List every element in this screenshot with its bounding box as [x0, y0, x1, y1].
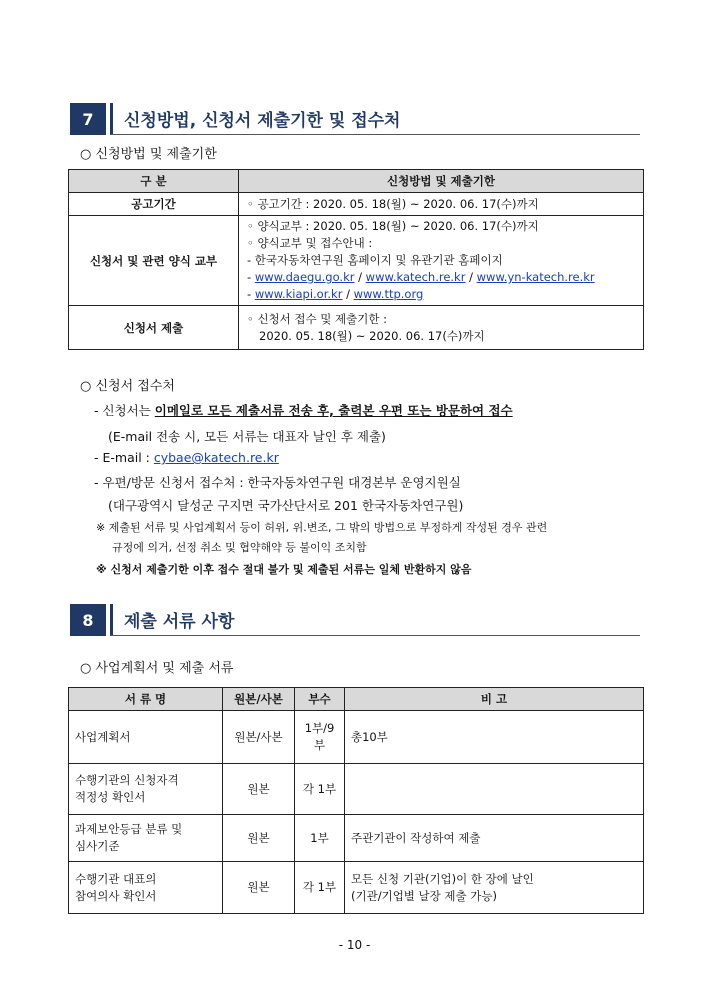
table-row	[69, 815, 644, 862]
application-method-table	[68, 169, 644, 350]
doc-name: 과제보안등급 분류 및 심사기준	[69, 815, 223, 862]
header-note: 비 고	[345, 688, 644, 711]
table-row	[69, 764, 644, 815]
header-count: 부수	[295, 688, 345, 711]
section-8-title: 제출 서류 사항	[124, 612, 235, 632]
doc-count: 1부/9부	[295, 711, 345, 764]
section-8-number: 8	[70, 604, 106, 636]
documents-table	[68, 687, 644, 914]
table-row	[69, 193, 644, 216]
table-row	[69, 216, 644, 306]
row-content: ◦ 공고기간 : 2020. 05. 18(월) ~ 2020. 06. 17(수)까지	[239, 193, 644, 216]
link-daegu[interactable]: www.daegu.go.kr	[254, 270, 355, 284]
row-content	[239, 216, 644, 306]
section-7-header	[70, 103, 640, 135]
doc-note: 주관기관이 작성하여 제출	[345, 815, 644, 862]
table-row	[69, 711, 644, 764]
row-label: 신청서 제출	[69, 306, 239, 350]
link-yn-katech[interactable]: www.yn-katech.re.kr	[476, 270, 595, 284]
bullet-address: - 우편/방문 신청서 접수처 : 한국자동차연구원 대경본부 운영지원실	[94, 475, 461, 490]
bullet-email: - E-mail : cybae@katech.re.kr	[94, 450, 279, 465]
doc-note: 총10부	[345, 711, 644, 764]
row-label: 공고기간	[69, 193, 239, 216]
section-8-bar	[110, 604, 113, 636]
doc-count: 각 1부	[295, 862, 345, 914]
table-header-row	[69, 688, 644, 711]
link-ttp[interactable]: www.ttp.org	[353, 287, 424, 301]
link-line: - www.daegu.go.kr / www.katech.re.kr / www.yn-katech.re.kr	[247, 270, 595, 284]
note-1-line-1: ※ 제출된 서류 및 사업계획서 등이 허위, 위.변조, 그 밖의 방법으로 부정하게 작성된 경우 관련	[96, 521, 548, 534]
link-katech[interactable]: www.katech.re.kr	[365, 270, 466, 284]
section-8-sub1: ○ 사업계획서 및 제출 서류	[80, 661, 234, 676]
content-line: ◦ 양식교부 및 접수안내 :	[247, 236, 373, 250]
doc-name: 수행기관의 신청자격 적정성 확인서	[69, 764, 223, 815]
row-content	[239, 306, 644, 350]
bullet-address-sub: (대구광역시 달성군 구지면 국가산단서로 201 한국자동차연구원)	[108, 498, 464, 513]
doc-orig: 원본	[223, 764, 295, 815]
row-label: 신청서 및 관련 양식 교부	[69, 216, 239, 306]
header-orig-copy: 원본/사본	[223, 688, 295, 711]
note-2: ※ 신청서 제출기한 이후 접수 절대 불가 및 제출된 서류는 일체 반환하지 않음	[96, 563, 472, 576]
link-line: - www.kiapi.or.kr / www.ttp.org	[247, 287, 424, 301]
table-row	[69, 862, 644, 914]
section-7-number: 7	[70, 103, 106, 135]
section-7-underline	[110, 134, 640, 135]
section-7-title: 신청방법, 신청서 제출기한 및 접수처	[124, 111, 401, 131]
email-link[interactable]: cybae@katech.re.kr	[153, 450, 279, 465]
doc-orig: 원본	[223, 815, 295, 862]
doc-name: 수행기관 대표의 참여의사 확인서	[69, 862, 223, 914]
bullet-submission-sub: (E-mail 전송 시, 모든 서류는 대표자 날인 후 제출)	[108, 429, 386, 444]
doc-name: 사업계획서	[69, 711, 223, 764]
header-doc-name: 서 류 명	[69, 688, 223, 711]
section-8-underline	[110, 635, 640, 636]
section-7-sub2: ○ 신청서 접수처	[80, 379, 175, 394]
table-header-method: 신청방법 및 제출기한	[239, 170, 644, 193]
table-header-row	[69, 170, 644, 193]
table-header-category: 구 분	[69, 170, 239, 193]
doc-orig: 원본	[223, 862, 295, 914]
section-7-bar	[110, 103, 113, 135]
content-line: ◦ 양식교부 : 2020. 05. 18(월) ~ 2020. 06. 17(수)까지	[247, 219, 539, 233]
doc-note	[345, 764, 644, 815]
emphasis-text: 이메일로 모든 제출서류 전송 후, 출력본 우편 또는 방문하여 접수	[154, 403, 513, 418]
page-number: - 10 -	[338, 938, 371, 952]
section-8-header	[70, 604, 640, 636]
content-line: - 한국자동차연구원 홈페이지 및 유관기관 홈페이지	[247, 253, 503, 267]
doc-note: 모든 신청 기관(기업)이 한 장에 날인 (기관/기업별 날장 제출 가능)	[345, 862, 644, 914]
section-7-sub1: ○ 신청방법 및 제출기한	[80, 147, 217, 162]
bullet-submission: - 신청서는 이메일로 모든 제출서류 전송 후, 출력본 우편 또는 방문하여 접수	[94, 403, 513, 418]
note-1-line-2: 규정에 의거, 선정 취소 및 협약해약 등 불이익 조치함	[112, 541, 367, 554]
doc-count: 1부	[295, 815, 345, 862]
content-line: ◦ 신청서 접수 및 제출기한 :	[247, 311, 388, 326]
doc-count: 각 1부	[295, 764, 345, 815]
link-kiapi[interactable]: www.kiapi.or.kr	[254, 287, 343, 301]
table-row	[69, 306, 644, 350]
content-line: 2020. 05. 18(월) ~ 2020. 06. 17(수)까지	[259, 328, 485, 343]
doc-orig: 원본/사본	[223, 711, 295, 764]
